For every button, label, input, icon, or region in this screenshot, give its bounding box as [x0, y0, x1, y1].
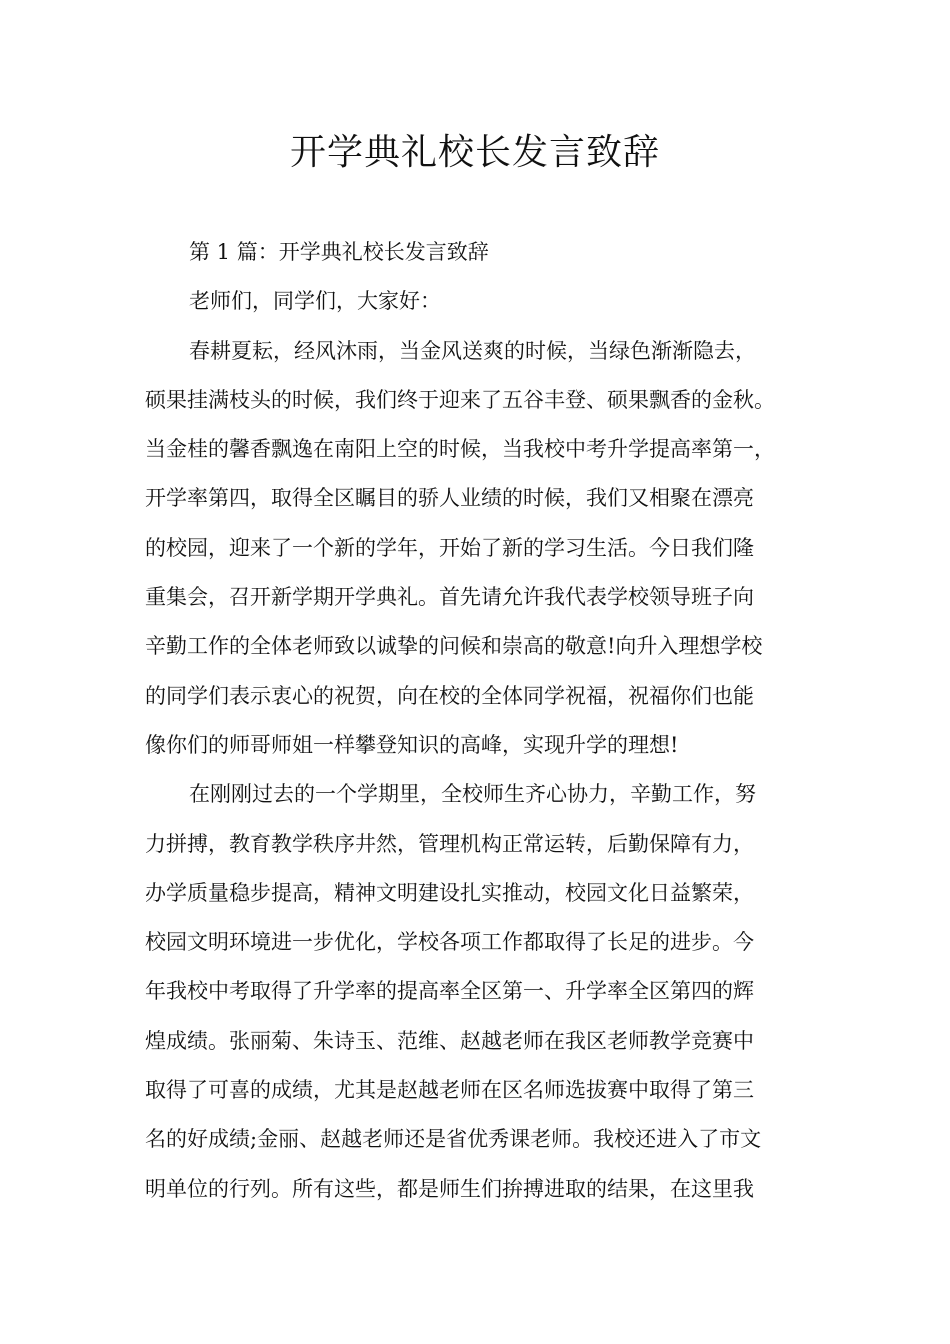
text-line: 名的好成绩;金丽、赵越老师还是省优秀课老师。我校还进入了市文: [145, 1127, 762, 1152]
text-line: 春耕夏耘，经风沐雨，当金风送爽的时候，当绿色渐渐隐去，: [189, 338, 756, 363]
document-title: 开学典礼校长发言致辞: [289, 132, 660, 173]
text-line: 的同学们表示衷心的祝贺，向在校的全体同学祝福，祝福你们也能: [145, 683, 754, 708]
text-line: 煌成绩。张丽菊、朱诗玉、范维、赵越老师在我区老师教学竞赛中: [145, 1028, 754, 1053]
text-line: 开学率第四，取得全区瞩目的骄人业绩的时候，我们又相聚在漂亮: [145, 486, 754, 511]
text-line: 明单位的行列。所有这些，都是师生们拚搏进取的结果，在这里我: [145, 1176, 754, 1201]
document-body: [145, 228, 815, 1214]
text-line: 办学质量稳步提高，精神文明建设扎实推动，校园文化日益繁荣，: [145, 880, 754, 905]
text-line: 取得了可喜的成绩，尤其是赵越老师在区名师选拔赛中取得了第三: [145, 1078, 754, 1103]
text-line: 校园文明环境进一步优化，学校各项工作都取得了长足的进步。今: [145, 930, 754, 955]
text-line: 力拼搏，教育教学秩序井然，管理机构正常运转，后勤保障有力，: [145, 831, 754, 856]
text-line: 的校园，迎来了一个新的学年，开始了新的学习生活。今日我们隆: [145, 535, 754, 560]
text-line: 辛勤工作的全体老师致以诚挚的问候和崇高的敬意!向升入理想学校: [145, 634, 763, 659]
text-line: 像你们的师哥师姐一样攀登知识的高峰，实现升学的理想!: [145, 732, 679, 757]
text-line: 当金桂的馨香飘逸在南阳上空的时候，当我校中考升学提高率第一，: [145, 437, 775, 462]
text-line: 硕果挂满枝头的时候，我们终于迎来了五谷丰登、硕果飘香的金秋。: [145, 387, 775, 412]
text-line: 在刚刚过去的一个学期里，全校师生齐心协力，辛勤工作，努: [189, 782, 756, 807]
text-line: 年我校中考取得了升学率的提高率全区第一、升学率全区第四的辉: [145, 979, 754, 1004]
text-line: 老师们，同学们，大家好：: [189, 289, 441, 314]
text-line: 第 1 篇：开学典礼校长发言致辞: [189, 240, 489, 264]
text-line: 重集会，召开新学期开学典礼。首先请允许我代表学校领导班子向: [145, 585, 754, 610]
